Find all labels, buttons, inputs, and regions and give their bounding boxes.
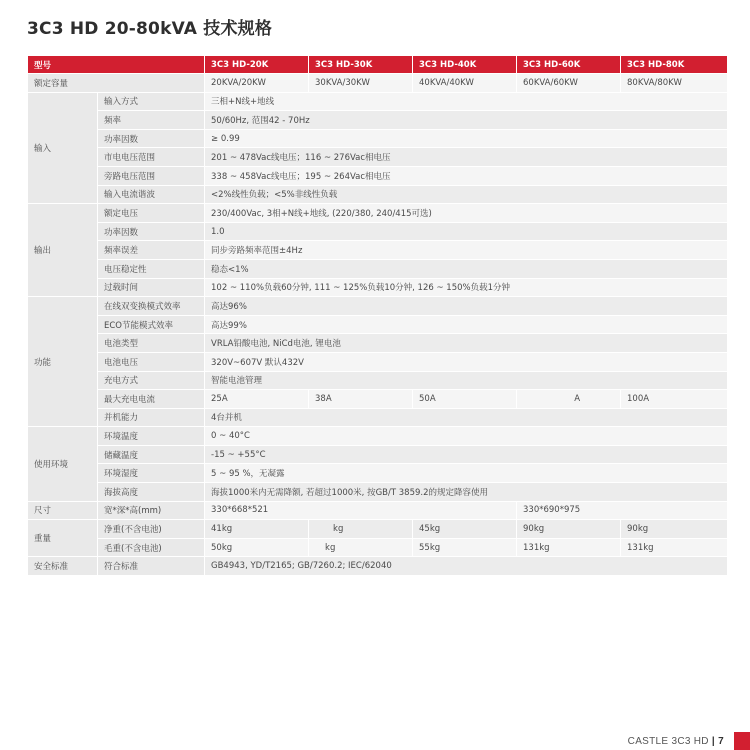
row-label: 在线双变换模式效率 <box>98 297 205 316</box>
gross-weight-30k: kg <box>309 538 413 557</box>
net-weight-80k: 90kg <box>621 520 728 539</box>
page-footer <box>628 736 724 747</box>
row-label: 并机能力 <box>98 408 205 427</box>
table-row <box>28 241 728 260</box>
table-row <box>28 557 728 576</box>
row-label: ECO节能模式效率 <box>98 315 205 334</box>
footer-brand: CASTLE 3C3 HD <box>627 736 709 747</box>
row-label: 电池电压 <box>98 352 205 371</box>
footer-separator: | <box>711 736 716 747</box>
model-60k: 3C3 HD-60K <box>517 56 621 74</box>
row-value: 320V~607V 默认432V <box>205 352 728 371</box>
table-row <box>28 129 728 148</box>
table-row <box>28 390 728 409</box>
row-label: 频率误差 <box>98 241 205 260</box>
max-charge-80k: 100A <box>621 390 728 409</box>
row-label: 功率因数 <box>98 129 205 148</box>
size-large-models: 330*690*975 <box>517 501 728 520</box>
row-value: 稳态<1% <box>205 259 728 278</box>
row-label: 环境温度 <box>98 427 205 446</box>
row-label: 环境湿度 <box>98 464 205 483</box>
gross-weight-80k: 131kg <box>621 538 728 557</box>
group-safety: 安全标准 <box>28 557 98 576</box>
table-row <box>28 278 728 297</box>
row-label: 充电方式 <box>98 371 205 390</box>
net-weight-60k: 90kg <box>517 520 621 539</box>
table-row <box>28 74 728 93</box>
table-row <box>28 334 728 353</box>
row-label: 储藏温度 <box>98 445 205 464</box>
table-row <box>28 538 728 557</box>
table-row <box>28 111 728 130</box>
table-row <box>28 92 728 111</box>
table-row <box>28 204 728 223</box>
row-value: 0 ~ 40°C <box>205 427 728 446</box>
row-value: 三相+N线+地线 <box>205 92 728 111</box>
table-row <box>28 222 728 241</box>
row-label: 净重(不含电池) <box>98 520 205 539</box>
table-row <box>28 408 728 427</box>
group-size: 尺寸 <box>28 501 98 520</box>
table-header-row <box>28 56 728 74</box>
corner-accent-bar <box>734 732 750 750</box>
table-row <box>28 166 728 185</box>
table-row <box>28 501 728 520</box>
row-value: 102 ~ 110%负载60分钟, 111 ~ 125%负载10分钟, 126 ~ 150%负载1分钟 <box>205 278 728 297</box>
row-value: <2%线性负载；<5%非线性负载 <box>205 185 728 204</box>
rated-capacity-30k: 30KVA/30KW <box>309 74 413 93</box>
row-value: 同步旁路频率范围±4Hz <box>205 241 728 260</box>
table-row <box>28 259 728 278</box>
row-label: 旁路电压范围 <box>98 166 205 185</box>
row-value: 高达99% <box>205 315 728 334</box>
row-value: 50/60Hz, 范围42 - 70Hz <box>205 111 728 130</box>
table-row <box>28 315 728 334</box>
spec-table <box>27 55 728 576</box>
table-row <box>28 520 728 539</box>
table-row <box>28 464 728 483</box>
net-weight-20k: 41kg <box>205 520 309 539</box>
table-row <box>28 352 728 371</box>
row-value: VRLA铅酸电池, NiCd电池, 锂电池 <box>205 334 728 353</box>
rated-capacity-20k: 20KVA/20KW <box>205 74 309 93</box>
row-value: ≥ 0.99 <box>205 129 728 148</box>
model-40k: 3C3 HD-40K <box>413 56 517 74</box>
group-weight: 重量 <box>28 520 98 557</box>
row-value: 5 ~ 95 %，无凝露 <box>205 464 728 483</box>
row-value: 201 ~ 478Vac线电压；116 ~ 276Vac相电压 <box>205 148 728 167</box>
gross-weight-60k: 131kg <box>517 538 621 557</box>
max-charge-20k: 25A <box>205 390 309 409</box>
rated-capacity-80k: 80KVA/80KW <box>621 74 728 93</box>
row-label: 最大充电电流 <box>98 390 205 409</box>
row-label: 频率 <box>98 111 205 130</box>
table-row <box>28 185 728 204</box>
row-value: 1.0 <box>205 222 728 241</box>
row-label: 电压稳定性 <box>98 259 205 278</box>
group-function: 功能 <box>28 297 98 427</box>
row-label: 毛重(不含电池) <box>98 538 205 557</box>
model-header: 型号 <box>28 56 205 74</box>
row-label: 海拔高度 <box>98 483 205 502</box>
max-charge-40k: 50A <box>413 390 517 409</box>
rated-capacity-40k: 40KVA/40KW <box>413 74 517 93</box>
net-weight-30k: kg <box>309 520 413 539</box>
row-value: 智能电池管理 <box>205 371 728 390</box>
row-label: 过载时间 <box>98 278 205 297</box>
net-weight-40k: 45kg <box>413 520 517 539</box>
row-label: 输入电流谐波 <box>98 185 205 204</box>
table-row <box>28 371 728 390</box>
table-row <box>28 297 728 316</box>
model-20k: 3C3 HD-20K <box>205 56 309 74</box>
row-label: 功率因数 <box>98 222 205 241</box>
table-row <box>28 445 728 464</box>
rated-capacity-60k: 60KVA/60KW <box>517 74 621 93</box>
page-title: 3C3 HD 20-80kVA 技术规格 <box>27 19 273 39</box>
row-value: 海拔1000米内无需降额, 若超过1000米, 按GB/T 3859.2的规定降容使用 <box>205 483 728 502</box>
group-input: 输入 <box>28 92 98 204</box>
row-value: 338 ~ 458Vac线电压；195 ~ 264Vac相电压 <box>205 166 728 185</box>
table-row <box>28 148 728 167</box>
row-label: 电池类型 <box>98 334 205 353</box>
rated-capacity-label: 额定容量 <box>28 74 205 93</box>
gross-weight-20k: 50kg <box>205 538 309 557</box>
row-value: -15 ~ +55°C <box>205 445 728 464</box>
row-label: 宽*深*高(mm) <box>98 501 205 520</box>
row-value: 230/400Vac, 3相+N线+地线, (220/380, 240/415可选) <box>205 204 728 223</box>
row-label: 额定电压 <box>98 204 205 223</box>
table-row <box>28 427 728 446</box>
size-small-models: 330*668*521 <box>205 501 517 520</box>
row-value: 4台并机 <box>205 408 728 427</box>
gross-weight-40k: 55kg <box>413 538 517 557</box>
model-80k: 3C3 HD-80K <box>621 56 728 74</box>
row-label: 符合标准 <box>98 557 205 576</box>
max-charge-60k: A <box>517 390 621 409</box>
group-environment: 使用环境 <box>28 427 98 501</box>
group-output: 输出 <box>28 204 98 297</box>
row-value: 高达96% <box>205 297 728 316</box>
row-label: 市电电压范围 <box>98 148 205 167</box>
page-number: 7 <box>718 736 724 747</box>
model-30k: 3C3 HD-30K <box>309 56 413 74</box>
max-charge-30k: 38A <box>309 390 413 409</box>
row-value: GB4943, YD/T2165; GB/7260.2; IEC/62040 <box>205 557 728 576</box>
table-row <box>28 483 728 502</box>
row-label: 输入方式 <box>98 92 205 111</box>
